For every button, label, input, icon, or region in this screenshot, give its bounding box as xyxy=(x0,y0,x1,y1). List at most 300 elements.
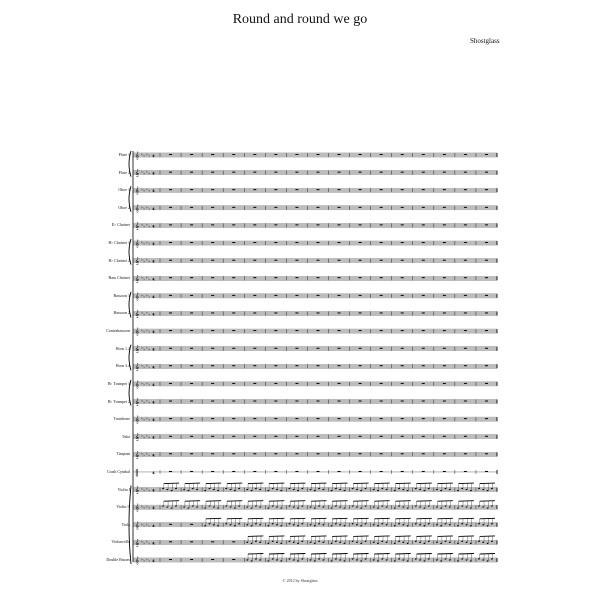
whole-rest xyxy=(274,348,277,349)
whole-rest xyxy=(253,365,256,366)
whole-rest xyxy=(464,277,467,278)
clef-symbol: 𝄞 xyxy=(135,257,140,266)
flat-sign: ♭ xyxy=(143,364,146,370)
note-head xyxy=(487,525,489,526)
whole-rest xyxy=(359,189,362,190)
whole-rest xyxy=(211,348,214,349)
note-head xyxy=(398,558,400,559)
note-head xyxy=(407,525,409,526)
clef-symbol: 𝄞 xyxy=(135,503,140,512)
note-head xyxy=(407,508,409,509)
note-head xyxy=(360,490,362,491)
note-head xyxy=(209,488,211,489)
whole-rest xyxy=(169,172,172,173)
whole-rest xyxy=(401,207,404,208)
whole-rest xyxy=(316,260,319,261)
whole-rest xyxy=(169,383,172,384)
note-head xyxy=(365,523,367,524)
whole-rest xyxy=(359,471,362,472)
whole-rest xyxy=(274,312,277,313)
note-beam xyxy=(374,501,389,502)
instrument-label: Horn 1.2 xyxy=(115,345,130,351)
note-head xyxy=(272,506,274,507)
note-head xyxy=(423,525,425,526)
whole-rest xyxy=(295,295,298,296)
note-beam xyxy=(480,483,495,484)
whole-rest xyxy=(422,365,425,366)
note-head xyxy=(491,541,493,542)
whole-rest xyxy=(232,383,235,384)
flat-sign: ♭ xyxy=(148,223,151,229)
whole-rest xyxy=(422,172,425,173)
whole-rest xyxy=(190,312,193,313)
note-head xyxy=(171,508,173,509)
note-head xyxy=(225,506,227,507)
note-head xyxy=(352,488,354,489)
note-head xyxy=(310,559,312,560)
whole-rest xyxy=(401,189,404,190)
flat-sign: ♭ xyxy=(141,556,143,562)
time-signature: 4 xyxy=(152,452,155,458)
note-head xyxy=(331,508,333,509)
whole-rest xyxy=(253,436,256,437)
whole-rest xyxy=(338,277,341,278)
whole-rest xyxy=(380,312,383,313)
whole-rest xyxy=(422,453,425,454)
whole-rest xyxy=(274,224,277,225)
whole-rest xyxy=(380,453,383,454)
instrument-label: Flute 2 xyxy=(118,169,130,175)
note-beam xyxy=(459,501,474,502)
whole-rest xyxy=(295,436,298,437)
note-head xyxy=(213,489,215,490)
flat-sign: ♭ xyxy=(141,486,143,492)
whole-rest xyxy=(253,330,256,331)
whole-rest xyxy=(232,172,235,173)
whole-rest xyxy=(211,242,214,243)
whole-rest xyxy=(464,418,467,419)
whole-rest xyxy=(422,383,425,384)
note-beam xyxy=(269,554,284,555)
whole-rest xyxy=(485,401,488,402)
flat-sign: ♭ xyxy=(148,381,151,387)
note-head xyxy=(461,523,463,524)
note-head xyxy=(449,542,451,543)
whole-rest xyxy=(338,224,341,225)
note-head xyxy=(230,507,232,508)
whole-rest xyxy=(295,189,298,190)
note-head xyxy=(217,508,219,509)
note-head xyxy=(461,488,463,489)
whole-rest xyxy=(359,418,362,419)
whole-rest xyxy=(316,348,319,349)
whole-rest xyxy=(274,207,277,208)
note-head xyxy=(360,560,362,561)
note-beam xyxy=(353,554,368,555)
note-head xyxy=(402,542,404,543)
flat-sign: ♭ xyxy=(143,241,146,247)
note-head xyxy=(402,507,404,508)
whole-rest xyxy=(422,189,425,190)
instrument-label: Double Basses xyxy=(106,557,130,562)
whole-rest xyxy=(464,189,467,190)
note-beam xyxy=(417,501,432,502)
note-head xyxy=(419,524,421,525)
whole-rest xyxy=(295,365,298,366)
note-head xyxy=(466,524,468,525)
instrument-label: Crash Cymbal xyxy=(107,468,130,474)
whole-rest xyxy=(169,242,172,243)
whole-rest xyxy=(232,453,235,454)
note-beam xyxy=(417,536,432,537)
whole-rest xyxy=(401,401,404,402)
note-head xyxy=(339,489,341,490)
whole-rest xyxy=(211,295,214,296)
whole-rest xyxy=(422,295,425,296)
whole-rest xyxy=(401,436,404,437)
score-title: Round and round we go xyxy=(232,12,368,27)
whole-rest xyxy=(443,277,446,278)
whole-rest xyxy=(401,295,404,296)
flat-sign: ♭ xyxy=(141,327,143,333)
whole-rest xyxy=(443,154,446,155)
whole-rest xyxy=(485,277,488,278)
note-head xyxy=(259,507,261,508)
note-head xyxy=(293,489,295,490)
whole-rest xyxy=(190,260,193,261)
whole-rest xyxy=(485,312,488,313)
flat-sign: ♭ xyxy=(143,540,146,546)
whole-rest xyxy=(338,189,341,190)
whole-rest xyxy=(443,418,446,419)
flat-sign: ♭ xyxy=(143,505,146,511)
note-head xyxy=(310,489,312,490)
note-beam xyxy=(459,536,474,537)
note-head xyxy=(204,490,206,491)
whole-rest xyxy=(338,260,341,261)
whole-rest xyxy=(380,418,383,419)
whole-rest xyxy=(274,172,277,173)
note-head xyxy=(487,560,489,561)
whole-rest xyxy=(253,154,256,155)
note-head xyxy=(491,558,493,559)
note-beam xyxy=(311,501,326,502)
flat-sign: ♭ xyxy=(145,398,148,404)
note-head xyxy=(234,508,236,509)
whole-rest xyxy=(169,401,172,402)
note-beam xyxy=(480,501,495,502)
whole-rest xyxy=(443,172,446,173)
whole-rest xyxy=(422,436,425,437)
note-head xyxy=(255,523,257,524)
note-head xyxy=(428,488,430,489)
whole-rest xyxy=(190,348,193,349)
whole-rest xyxy=(169,330,172,331)
whole-rest xyxy=(316,189,319,190)
note-head xyxy=(335,488,337,489)
whole-rest xyxy=(274,383,277,384)
note-head xyxy=(293,542,295,543)
instrument-label: E♭ Clarinet xyxy=(111,222,130,228)
note-beam xyxy=(459,518,474,519)
instrument-label: Viola xyxy=(121,521,130,527)
whole-rest xyxy=(232,224,235,225)
note-head xyxy=(482,489,484,490)
note-head xyxy=(288,488,290,489)
whole-rest xyxy=(316,295,319,296)
note-beam xyxy=(332,554,347,555)
whole-rest xyxy=(190,524,193,525)
whole-rest xyxy=(401,330,404,331)
note-head xyxy=(381,488,383,489)
note-head xyxy=(398,488,400,489)
whole-rest xyxy=(380,224,383,225)
whole-rest xyxy=(295,330,298,331)
whole-rest xyxy=(211,383,214,384)
note-head xyxy=(394,490,396,491)
flat-sign: ♭ xyxy=(148,434,151,440)
note-beam xyxy=(374,554,389,555)
note-head xyxy=(445,488,447,489)
whole-rest xyxy=(253,312,256,313)
whole-rest xyxy=(232,436,235,437)
flat-sign: ♭ xyxy=(145,486,148,492)
note-head xyxy=(415,558,417,559)
note-head xyxy=(310,542,312,543)
note-head xyxy=(373,507,375,508)
flat-sign: ♭ xyxy=(145,239,148,245)
whole-rest xyxy=(232,471,235,472)
note-beam xyxy=(459,554,474,555)
note-head xyxy=(402,489,404,490)
whole-rest xyxy=(485,418,488,419)
whole-rest xyxy=(169,453,172,454)
flat-sign: ♭ xyxy=(145,169,148,175)
note-head xyxy=(445,523,447,524)
instrument-label: B♭ Trumpet 2 xyxy=(107,398,130,404)
whole-rest xyxy=(253,401,256,402)
note-head xyxy=(398,523,400,524)
note-head xyxy=(209,523,211,524)
note-beam xyxy=(248,554,263,555)
whole-rest xyxy=(232,295,235,296)
whole-rest xyxy=(464,154,467,155)
note-beam xyxy=(332,501,347,502)
flat-sign: ♭ xyxy=(148,364,151,370)
note-head xyxy=(318,523,320,524)
note-head xyxy=(482,507,484,508)
whole-rest xyxy=(380,348,383,349)
note-head xyxy=(386,507,388,508)
flat-sign: ♭ xyxy=(141,503,143,509)
whole-rest xyxy=(232,348,235,349)
note-head xyxy=(267,490,269,491)
note-head xyxy=(280,560,282,561)
time-signature: 4 xyxy=(152,170,155,176)
whole-rest xyxy=(169,541,172,542)
note-head xyxy=(449,489,451,490)
time-signature: 4 xyxy=(152,487,155,493)
whole-rest xyxy=(380,260,383,261)
flat-sign: ♭ xyxy=(141,257,143,263)
note-head xyxy=(487,490,489,491)
whole-rest xyxy=(485,154,488,155)
note-head xyxy=(373,542,375,543)
time-signature: 4 xyxy=(152,540,155,546)
whole-rest xyxy=(443,436,446,437)
whole-rest xyxy=(274,401,277,402)
note-head xyxy=(478,558,480,559)
note-head xyxy=(259,489,261,490)
whole-rest xyxy=(211,559,214,560)
note-head xyxy=(365,558,367,559)
note-head xyxy=(381,506,383,507)
whole-rest xyxy=(211,312,214,313)
note-beam xyxy=(374,483,389,484)
whole-rest xyxy=(295,154,298,155)
note-head xyxy=(293,524,295,525)
note-beam xyxy=(438,501,453,502)
whole-rest xyxy=(443,471,446,472)
whole-rest xyxy=(485,224,488,225)
instrument-label: Trombone xyxy=(113,416,130,422)
whole-rest xyxy=(485,189,488,190)
whole-rest xyxy=(338,401,341,402)
note-head xyxy=(423,490,425,491)
note-head xyxy=(377,525,379,526)
whole-rest xyxy=(338,172,341,173)
time-signature: 4 xyxy=(152,558,155,563)
note-head xyxy=(487,543,489,544)
note-head xyxy=(297,508,299,509)
note-head xyxy=(288,506,290,507)
whole-rest xyxy=(485,348,488,349)
note-head xyxy=(331,525,333,526)
note-beam xyxy=(206,518,221,519)
note-beam xyxy=(248,501,263,502)
note-head xyxy=(478,523,480,524)
whole-rest xyxy=(464,453,467,454)
note-beam xyxy=(438,483,453,484)
time-signature: 4 xyxy=(152,434,155,440)
whole-rest xyxy=(232,401,235,402)
whole-rest xyxy=(485,365,488,366)
note-beam xyxy=(353,501,368,502)
whole-rest xyxy=(422,207,425,208)
flat-sign: ♭ xyxy=(148,487,151,493)
flat-sign: ♭ xyxy=(148,153,151,158)
note-head xyxy=(246,489,248,490)
note-head xyxy=(301,488,303,489)
whole-rest xyxy=(274,418,277,419)
note-head xyxy=(386,489,388,490)
whole-rest xyxy=(401,242,404,243)
clef-symbol: 𝄞 xyxy=(135,292,140,301)
whole-rest xyxy=(169,260,172,261)
whole-rest xyxy=(295,383,298,384)
note-beam xyxy=(311,536,326,537)
note-head xyxy=(440,543,442,544)
whole-rest xyxy=(380,295,383,296)
flat-sign: ♭ xyxy=(141,362,143,368)
whole-rest xyxy=(295,453,298,454)
whole-rest xyxy=(274,471,277,472)
whole-rest xyxy=(443,383,446,384)
flat-sign: ♭ xyxy=(143,434,146,440)
whole-rest xyxy=(464,330,467,331)
whole-rest xyxy=(274,260,277,261)
note-head xyxy=(436,542,438,543)
instrument-label: Contrabassoon xyxy=(106,328,130,334)
whole-rest xyxy=(274,189,277,190)
note-beam xyxy=(290,501,305,502)
note-beam xyxy=(206,501,221,502)
whole-rest xyxy=(464,348,467,349)
whole-rest xyxy=(422,418,425,419)
note-head xyxy=(175,506,177,507)
whole-rest xyxy=(232,277,235,278)
note-head xyxy=(280,543,282,544)
whole-rest xyxy=(359,348,362,349)
whole-rest xyxy=(422,242,425,243)
note-head xyxy=(310,524,312,525)
note-head xyxy=(204,508,206,509)
note-head xyxy=(162,488,164,489)
flat-sign: ♭ xyxy=(143,487,146,493)
flat-sign: ♭ xyxy=(145,327,148,333)
note-head xyxy=(373,524,375,525)
whole-rest xyxy=(295,172,298,173)
whole-rest xyxy=(422,348,425,349)
whole-rest xyxy=(338,453,341,454)
note-head xyxy=(386,559,388,560)
note-head xyxy=(314,525,316,526)
note-head xyxy=(301,523,303,524)
whole-rest xyxy=(232,330,235,331)
whole-rest xyxy=(232,418,235,419)
note-head xyxy=(259,524,261,525)
clef-symbol: 𝄞 xyxy=(135,521,140,530)
whole-rest xyxy=(338,295,341,296)
whole-rest xyxy=(464,365,467,366)
note-head xyxy=(365,541,367,542)
whole-rest xyxy=(295,348,298,349)
note-beam xyxy=(417,554,432,555)
flat-sign: ♭ xyxy=(148,205,151,211)
whole-rest xyxy=(338,312,341,313)
note-head xyxy=(162,506,164,507)
time-signature: 4 xyxy=(152,311,155,317)
flat-sign: ♭ xyxy=(141,221,143,227)
clef-symbol: 𝄞 xyxy=(135,169,140,178)
note-head xyxy=(356,507,358,508)
whole-rest xyxy=(169,295,172,296)
note-beam xyxy=(332,518,347,519)
whole-rest xyxy=(380,277,383,278)
composer-name: Shostglass xyxy=(470,37,500,45)
whole-rest xyxy=(169,524,172,525)
note-head xyxy=(428,523,430,524)
whole-rest xyxy=(232,559,235,560)
note-head xyxy=(276,524,278,525)
note-head xyxy=(280,508,282,509)
note-head xyxy=(314,560,316,561)
time-signature: 4 xyxy=(152,329,155,335)
clef-symbol: 𝄞 xyxy=(135,486,140,495)
note-head xyxy=(322,524,324,525)
whole-rest xyxy=(464,312,467,313)
whole-rest xyxy=(295,260,298,261)
